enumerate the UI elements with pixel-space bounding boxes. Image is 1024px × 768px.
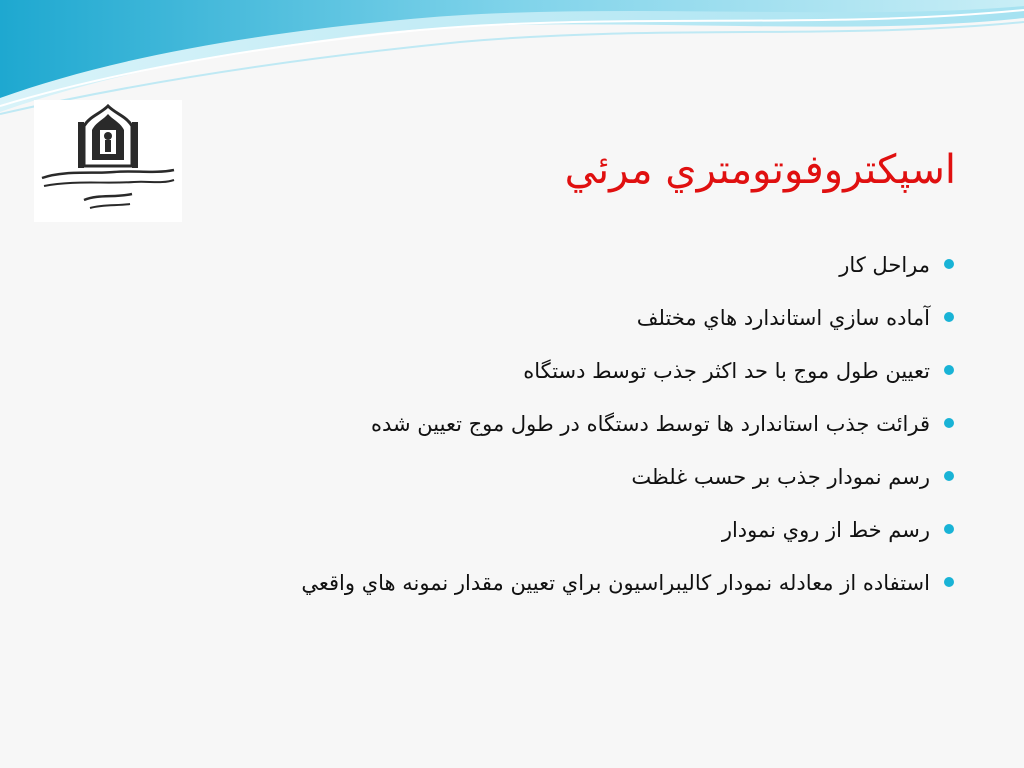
bullet-item — [154, 452, 954, 505]
bullet-text: مراحل كار — [839, 253, 930, 277]
bullet-dot-icon — [944, 312, 954, 322]
bullet-item — [154, 346, 954, 399]
slide-title: اسپكتروفوتومتري مرئي — [564, 147, 956, 193]
bullet-dot-icon — [944, 471, 954, 481]
bullet-list — [154, 240, 954, 611]
bullet-text: استفاده از معادله نمودار كاليبراسيون براي تعيين مقدار نمونه هاي واقعي — [301, 571, 930, 595]
bullet-item — [154, 240, 954, 293]
university-logo — [34, 100, 182, 222]
bullet-dot-icon — [944, 259, 954, 269]
bullet-text: رسم خط از روي نمودار — [721, 518, 930, 542]
bullet-dot-icon — [944, 418, 954, 428]
bullet-dot-icon — [944, 577, 954, 587]
bullet-item — [154, 558, 954, 611]
bullet-text: آماده سازي استاندارد هاي مختلف — [636, 306, 930, 330]
bullet-item — [154, 293, 954, 346]
bullet-dot-icon — [944, 524, 954, 534]
bullet-text: رسم نمودار جذب بر حسب غلظت — [631, 465, 930, 489]
bullet-item — [154, 505, 954, 558]
bullet-item — [154, 399, 954, 452]
bullet-text: قرائت جذب استاندارد ها توسط دستگاه در طول موج تعيين شده — [370, 412, 930, 436]
bullet-text: تعيين طول موج با حد اكثر جذب توسط دستگاه — [523, 359, 930, 383]
bullet-dot-icon — [944, 365, 954, 375]
